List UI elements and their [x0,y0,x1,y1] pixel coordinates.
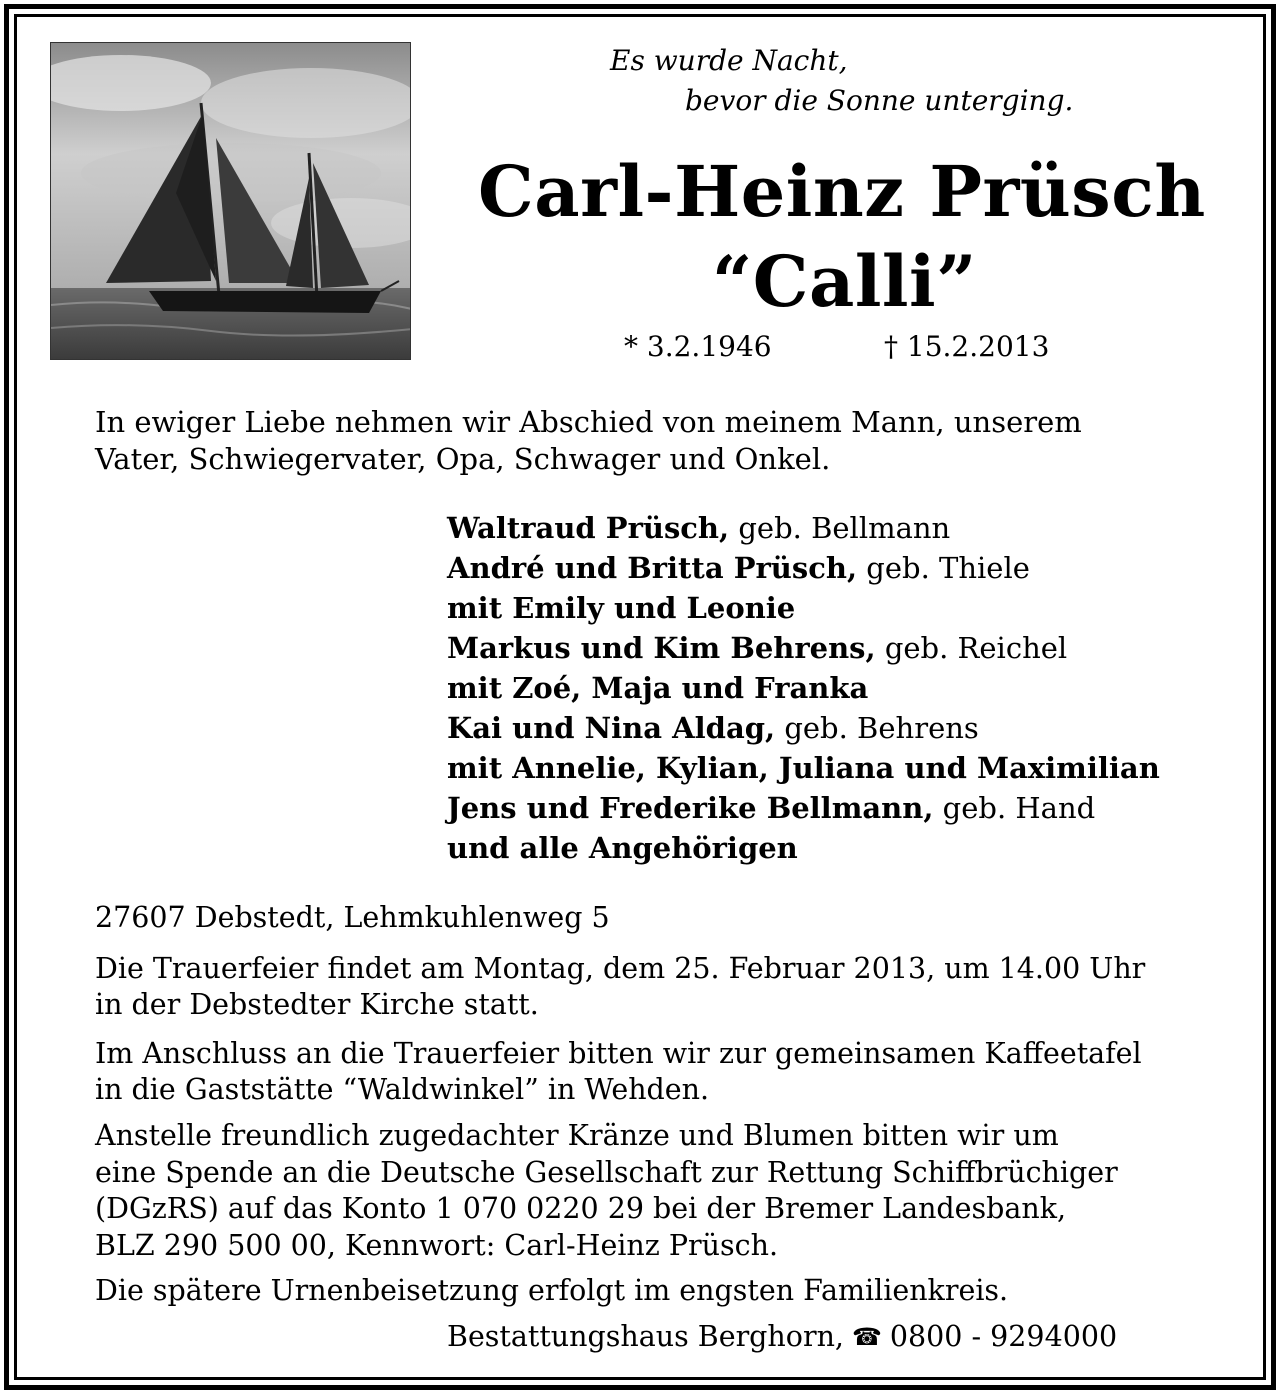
family-entry: Kai und Nina Aldag, geb. Behrens [447,711,979,745]
intro-line-1: In ewiger Liebe nehmen wir Abschied von meinem Mann, unserem [95,405,1082,439]
family-entry: mit Zoé, Maja und Franka [447,671,869,705]
address: 27607 Debstedt, Lehmkuhlenweg 5 [95,901,610,934]
telephone-icon: ☎ [851,1323,882,1351]
family-entry: Waltraud Prüsch, geb. Bellmann [447,511,951,545]
family-entry: Jens und Frederike Bellmann, geb. Hand [447,791,1096,825]
family-entry: mit Emily und Leonie [447,591,796,625]
birth-date: * 3.2.1946 [624,330,772,363]
family-entry: André und Britta Prüsch, geb. Thiele [447,551,1030,585]
quote-line-1: Es wurde Nacht, [610,44,848,77]
burial-note: Die spätere Urnenbeisetzung erfolgt im engsten Familienkreis. [95,1274,1009,1307]
donation-line-1: Anstelle freundlich zugedachter Kränze und Blumen bitten wir um [95,1119,1059,1152]
ceremony-line-2: in der Debstedter Kirche statt. [95,988,539,1021]
deceased-nickname: “Calli” [712,240,977,323]
death-date: † 15.2.2013 [884,330,1050,363]
donation-line-3: (DGzRS) auf das Konto 1 070 0220 29 bei der Bremer Landesbank, [95,1192,1067,1225]
family-entry: und alle Angehörigen [447,831,798,865]
quote-line-2: bevor die Sonne unterging. [685,84,1074,117]
donation-line-4: BLZ 290 500 00, Kennwort: Carl-Heinz Prüsch. [95,1229,779,1262]
ceremony-line-1: Die Trauerfeier findet am Montag, dem 25. Februar 2013, um 14.00 Uhr [95,952,1146,985]
coffee-line-1: Im Anschluss an die Trauerfeier bitten wir zur gemeinsamen Kaffeetafel [95,1037,1142,1070]
family-entry: mit Annelie, Kylian, Juliana und Maximilian [447,751,1160,785]
family-entry: Markus und Kim Behrens, geb. Reichel [447,631,1068,665]
deceased-name: Carl-Heinz Prüsch [478,150,1206,233]
intro-line-2: Vater, Schwiegervater, Opa, Schwager und Onkel. [95,442,831,476]
undertaker-line [447,1320,1117,1353]
sailing-ship-photo [50,42,411,360]
undertaker-phone: 0800 - 9294000 [889,1320,1118,1353]
family-list [447,508,1160,868]
coffee-line-2: in die Gaststätte “Waldwinkel” in Wehden. [95,1073,710,1106]
undertaker-name: Bestattungshaus Berghorn, [447,1320,844,1353]
donation-line-2: eine Spende an die Deutsche Gesellschaft zur Rettung Schiffbrüchiger [95,1156,1118,1189]
